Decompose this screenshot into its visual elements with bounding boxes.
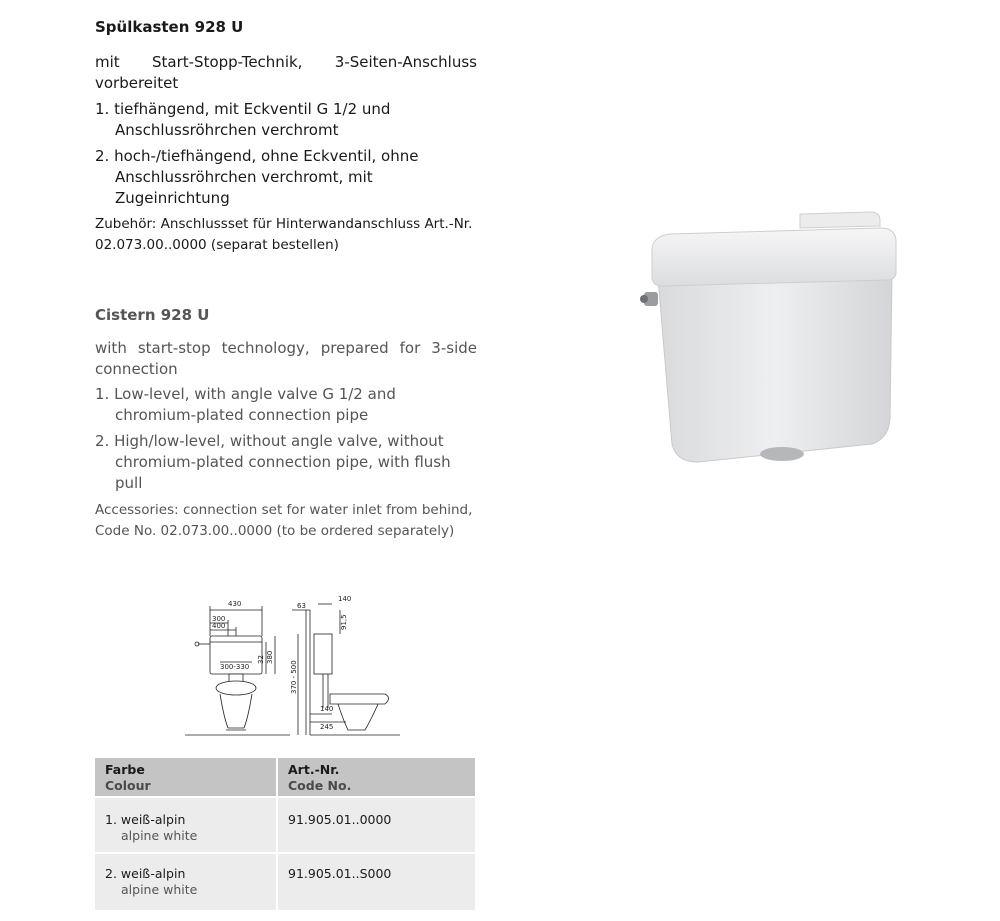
english-item-2: 2. High/low-level, without angle valve, without chromium-plated connection pipe, with flush pull — [95, 432, 451, 492]
german-item-2: 2. hoch-/tiefhängend, ohne Eckventil, ohne Anschlussröhrchen verchromt, mit Zugeinrichtung — [95, 147, 419, 207]
dimension-drawing — [180, 590, 420, 740]
dim-400: 400 — [212, 622, 226, 630]
dim-380: 380 — [266, 650, 274, 664]
german-accessories: Zubehör: Anschlussset für Hinterwandanschluss Art.-Nr. 02.073.00..0000 (separat bestellen) — [95, 216, 473, 253]
dim-63: 63 — [297, 602, 306, 610]
row-colour: 1. weiß-alpin alpine white — [95, 798, 278, 852]
cistern-image — [640, 200, 900, 470]
english-title: Cistern 928 U — [95, 306, 210, 324]
technical-drawing — [180, 590, 420, 740]
cistern-photo — [640, 200, 900, 470]
table-header — [95, 758, 475, 796]
dim-430: 430 — [228, 600, 242, 608]
colour-code-table — [95, 758, 475, 910]
header-colour: Farbe Colour — [95, 758, 278, 796]
german-title: Spülkasten 928 U — [95, 18, 244, 36]
english-item-1: 1. Low-level, with angle valve G 1/2 and chromium-plated connection pipe — [95, 385, 396, 424]
dim-245: 245 — [320, 723, 334, 731]
dim-300-330: 300-330 — [220, 663, 250, 671]
dim-140-bottom: 140 — [320, 705, 334, 713]
german-intro: mit Start-Stopp-Technik, 3-Seiten-Anschluss vorbereitet — [95, 53, 477, 92]
english-accessories: Accessories: connection set for water inlet from behind, Code No. 02.073.00..0000 (to be ordered separately) — [95, 502, 473, 539]
header-code: Art.-Nr. Code No. — [278, 758, 475, 796]
row-code: 91.905.01..S000 — [278, 854, 475, 910]
row-colour: 2. weiß-alpin alpine white — [95, 854, 278, 910]
english-intro: with start-stop technology, prepared for 3-side connection — [95, 339, 477, 378]
dim-370-500: 370 - 500 — [290, 660, 298, 694]
dim-300: 300 — [212, 615, 226, 623]
dim-91-5: 91,5 — [340, 614, 348, 630]
german-item-1: 1. tiefhängend, mit Eckventil G 1/2 und Anschlussröhrchen verchromt — [95, 100, 391, 139]
row-code: 91.905.01..0000 — [278, 798, 475, 852]
dim-32: 32 — [257, 655, 265, 664]
table-row — [95, 798, 475, 852]
table-row — [95, 854, 475, 910]
dim-140-top: 140 — [338, 595, 352, 603]
